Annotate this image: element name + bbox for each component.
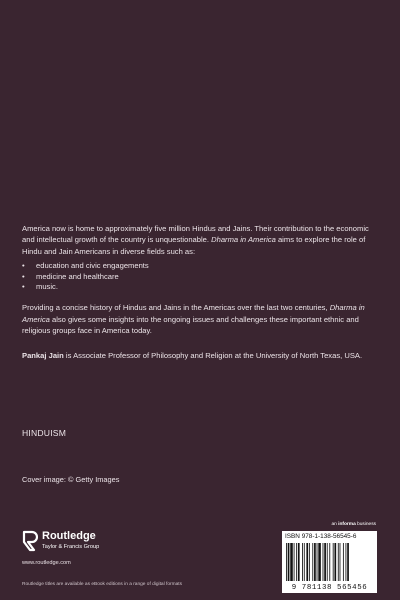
summary-text-end: also gives some insights into the ongoing issues and challenges these important ethnic and religious groups face in America today. (22, 314, 359, 335)
cover-image-credit: Cover image: © Getty Images (22, 475, 120, 484)
intro-text-end: aims to explore the role of Hindu and Jain Americans in diverse fields such as: (22, 235, 366, 256)
ebook-note: Routledge titles are available as eBook editions in a range of digital formats (22, 582, 182, 587)
informa-prefix: an (331, 522, 339, 527)
routledge-logo-icon (22, 530, 38, 552)
book-title-italic: Dharma in America (22, 303, 365, 324)
back-cover-description (22, 223, 378, 361)
author-name: Pankaj Jain (22, 351, 64, 361)
book-title-italic: Dharma in America (211, 235, 276, 245)
isbn-barcode (282, 531, 377, 593)
author-bio-text: is Associate Professor of Philosophy and Religion at the University of North Texas, USA. (63, 351, 363, 361)
list-item: • music. (22, 282, 378, 293)
author-bio (22, 350, 378, 361)
intro-text: America now is home to approximately five million Hindus and Jains. Their contribution to the economic and intellectual growth of the country is unquestionable. (22, 224, 369, 245)
publisher-group: Taylor & Francis Group (42, 544, 100, 550)
informa-brand: informa (338, 522, 356, 527)
subject-category: HINDUISM (22, 428, 67, 438)
informa-business-label (331, 522, 376, 527)
summary-text: Providing a concise history of Hindus and Jains in the Americas over the last two centuries, (22, 303, 330, 313)
isbn-text: ISBN 978-1-138-56545-6 (285, 533, 357, 540)
intro-paragraph (22, 223, 378, 257)
barcode-digits: 9 781138 565456 (291, 584, 368, 592)
topic-list (22, 261, 378, 293)
summary-paragraph (22, 302, 378, 336)
list-item: • education and civic engagements (22, 261, 378, 272)
informa-suffix: business (355, 522, 376, 527)
publisher-url: www.routledge.com (22, 560, 71, 566)
list-item: • medicine and healthcare (22, 272, 378, 283)
publisher-name: Routledge (42, 530, 96, 542)
barcode-icon (286, 543, 373, 581)
